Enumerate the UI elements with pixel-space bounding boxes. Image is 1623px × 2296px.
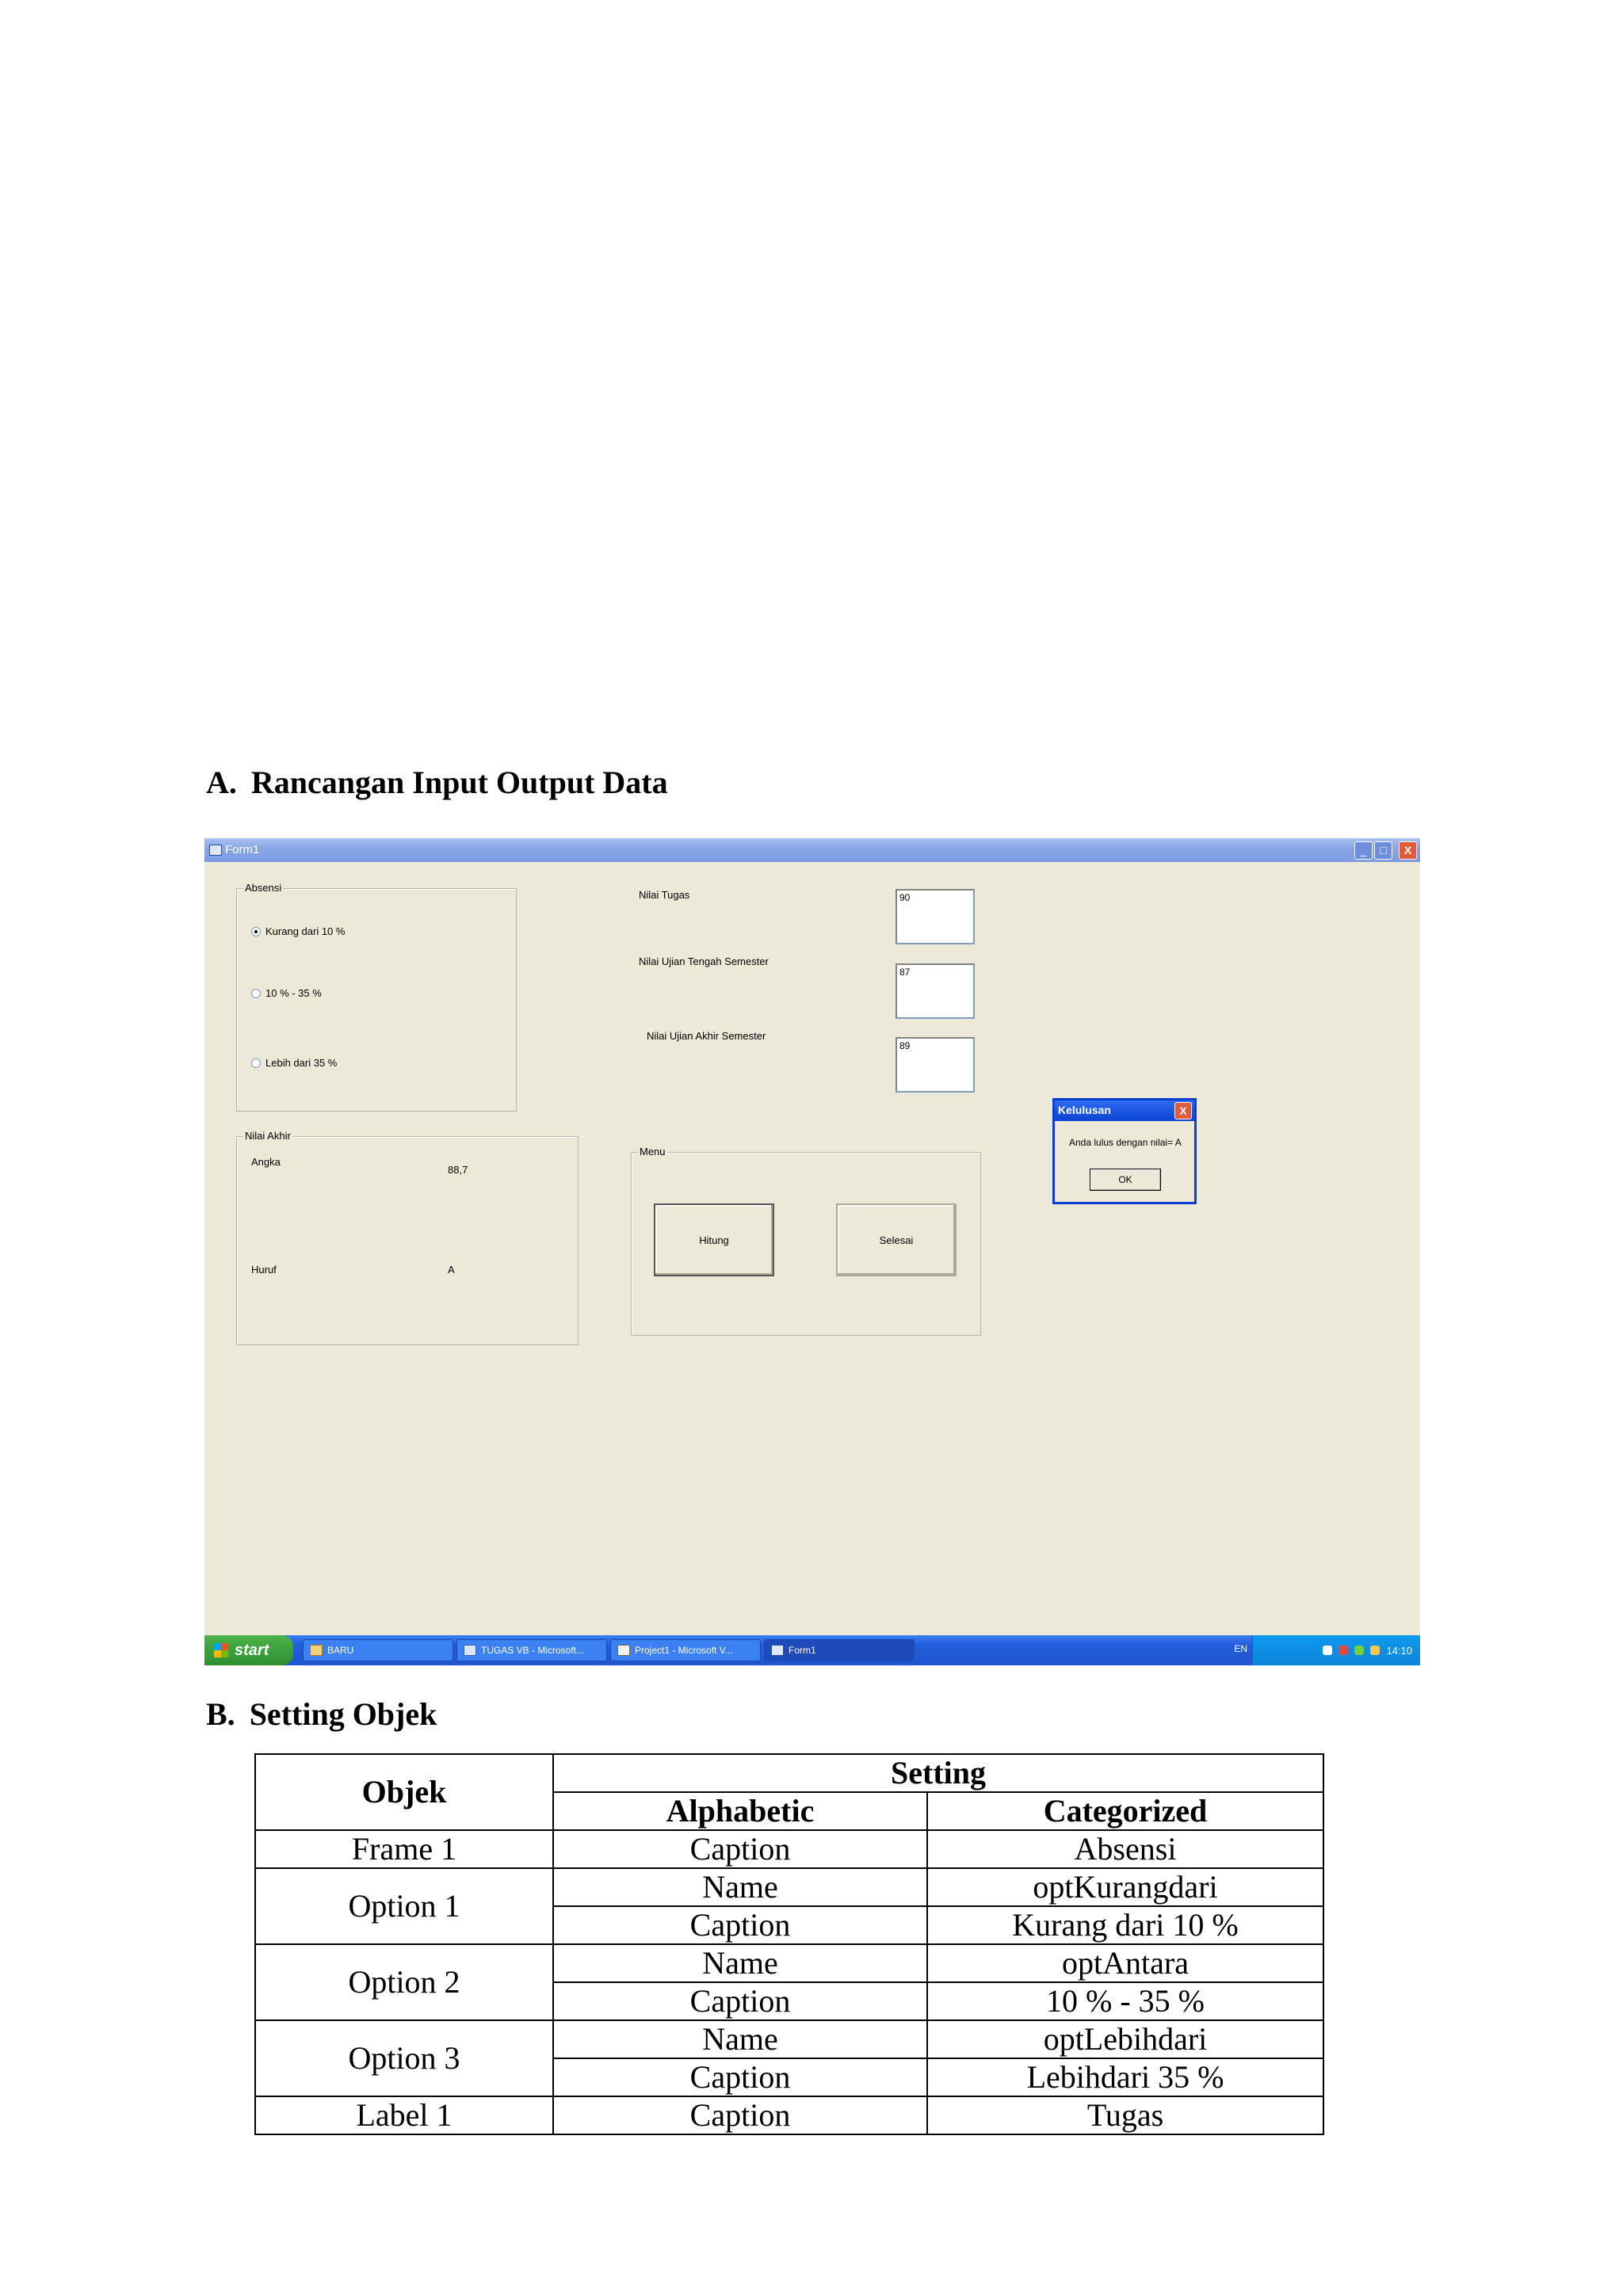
- option-antara[interactable]: [251, 987, 322, 999]
- taskbar-item-label: BARU: [327, 1645, 354, 1656]
- setting-objek-table: [254, 1753, 1324, 2135]
- objek-cell: Option 3: [255, 2020, 553, 2096]
- option-label: 10 % - 35 %: [265, 987, 322, 999]
- section-a-heading: [206, 764, 668, 801]
- section-b-title: Setting Objek: [249, 1696, 437, 1732]
- update-icon[interactable]: [1354, 1646, 1364, 1655]
- property-cell: Name: [553, 1868, 927, 1906]
- start-label: start: [235, 1641, 269, 1659]
- objek-cell: Option 2: [255, 1944, 553, 2020]
- vb-form-screenshot: [204, 838, 1420, 1665]
- vb-icon: [617, 1645, 630, 1656]
- section-a-title: Rancangan Input Output Data: [250, 765, 668, 800]
- start-button[interactable]: [204, 1635, 293, 1665]
- nilai-uts-label: Nilai Ujian Tengah Semester: [639, 955, 769, 967]
- angka-value: 88,7: [448, 1164, 468, 1176]
- dialog-close-button[interactable]: X: [1174, 1102, 1192, 1119]
- form-icon: [209, 845, 222, 856]
- radio-icon[interactable]: [251, 1058, 261, 1068]
- menu-frame-label: Menu: [640, 1146, 666, 1158]
- form-icon: [771, 1645, 784, 1656]
- taskbar-item-vb-project[interactable]: [610, 1639, 761, 1661]
- folder-icon: [310, 1645, 323, 1656]
- antivirus-icon[interactable]: [1338, 1646, 1348, 1655]
- maximize-button[interactable]: □: [1374, 841, 1392, 860]
- property-cell: Name: [553, 2020, 927, 2058]
- dialog-title: Kelulusan: [1058, 1104, 1111, 1116]
- section-b-number: B.: [206, 1696, 235, 1732]
- hitung-button[interactable]: Hitung: [654, 1203, 774, 1276]
- clock: 14:10: [1386, 1644, 1412, 1657]
- value-cell: Tugas: [927, 2096, 1323, 2134]
- option-lebih-dari[interactable]: [251, 1057, 337, 1069]
- huruf-label: Huruf: [251, 1264, 277, 1276]
- property-cell: Caption: [553, 2096, 927, 2134]
- table-row: [255, 2096, 1323, 2134]
- option-kurang-dari[interactable]: [251, 925, 345, 937]
- value-cell: Absensi: [927, 1830, 1323, 1868]
- table-row: [255, 2020, 1323, 2058]
- option-label: Lebih dari 35 %: [265, 1057, 338, 1069]
- minimize-button[interactable]: _: [1354, 841, 1373, 860]
- word-icon: [464, 1645, 476, 1656]
- table-row: [255, 1868, 1323, 1906]
- windows-logo-icon: [214, 1643, 228, 1657]
- dialog-ok-button[interactable]: OK: [1090, 1169, 1161, 1191]
- property-cell: Caption: [553, 1906, 927, 1944]
- radio-icon[interactable]: [251, 989, 261, 998]
- taskbar-item-word[interactable]: [456, 1639, 607, 1661]
- header-categorized: Categorized: [927, 1792, 1323, 1830]
- nilai-tugas-label: Nilai Tugas: [639, 889, 690, 901]
- option-label: Kurang dari 10 %: [265, 925, 346, 937]
- taskbar-item-label: Project1 - Microsoft V...: [635, 1645, 733, 1656]
- taskbar-item-label: TUGAS VB - Microsoft...: [481, 1645, 585, 1656]
- nilai-uts-input[interactable]: 87: [896, 963, 975, 1019]
- property-cell: Caption: [553, 1830, 927, 1868]
- absensi-frame: [236, 882, 517, 1112]
- section-b-heading: [206, 1695, 437, 1733]
- table-row: [255, 1944, 1323, 1982]
- nilai-uas-input[interactable]: 89: [896, 1037, 975, 1093]
- taskbar-item-baru[interactable]: [303, 1639, 453, 1661]
- kelulusan-dialog: [1052, 1098, 1197, 1204]
- table-row: [255, 1830, 1323, 1868]
- objek-cell: Option 1: [255, 1868, 553, 1944]
- nilai-akhir-frame: [236, 1130, 579, 1345]
- system-tray: [1252, 1635, 1420, 1665]
- objek-cell: Label 1: [255, 2096, 553, 2134]
- huruf-value: A: [448, 1264, 455, 1276]
- network-icon[interactable]: [1323, 1646, 1332, 1655]
- angka-label: Angka: [251, 1156, 281, 1168]
- value-cell: 10 % - 35 %: [927, 1982, 1323, 2020]
- table-header-row: [255, 1754, 1323, 1792]
- value-cell: Lebihdari 35 %: [927, 2058, 1323, 2096]
- radio-icon[interactable]: [251, 927, 261, 936]
- language-indicator[interactable]: EN: [1234, 1643, 1247, 1654]
- header-setting: Setting: [553, 1754, 1323, 1792]
- window-title: Form1: [225, 843, 260, 856]
- value-cell: optKurangdari: [927, 1868, 1323, 1906]
- close-button[interactable]: X: [1399, 841, 1417, 860]
- dialog-message: Anda lulus dengan nilai= A: [1069, 1137, 1182, 1148]
- selesai-button[interactable]: Selesai: [836, 1203, 957, 1276]
- absensi-frame-label: Absensi: [245, 882, 282, 894]
- dialog-titlebar: [1055, 1100, 1194, 1121]
- nilai-akhir-frame-label: Nilai Akhir: [245, 1130, 291, 1142]
- section-a-number: A.: [206, 765, 237, 800]
- header-alphabetic: Alphabetic: [553, 1792, 927, 1830]
- value-cell: Kurang dari 10 %: [927, 1906, 1323, 1944]
- taskbar-item-label: Form1: [789, 1645, 816, 1656]
- value-cell: optAntara: [927, 1944, 1323, 1982]
- property-cell: Name: [553, 1944, 927, 1982]
- value-cell: optLebihdari: [927, 2020, 1323, 2058]
- nilai-uas-label: Nilai Ujian Akhir Semester: [647, 1030, 766, 1042]
- volume-icon[interactable]: [1370, 1646, 1380, 1655]
- window-titlebar: [204, 838, 1420, 862]
- menu-frame: [631, 1146, 981, 1336]
- property-cell: Caption: [553, 1982, 927, 2020]
- taskbar: [204, 1635, 1420, 1665]
- objek-cell: Frame 1: [255, 1830, 553, 1868]
- nilai-tugas-input[interactable]: 90: [896, 889, 975, 944]
- header-objek: Objek: [255, 1754, 553, 1830]
- taskbar-item-form1[interactable]: [764, 1639, 915, 1661]
- property-cell: Caption: [553, 2058, 927, 2096]
